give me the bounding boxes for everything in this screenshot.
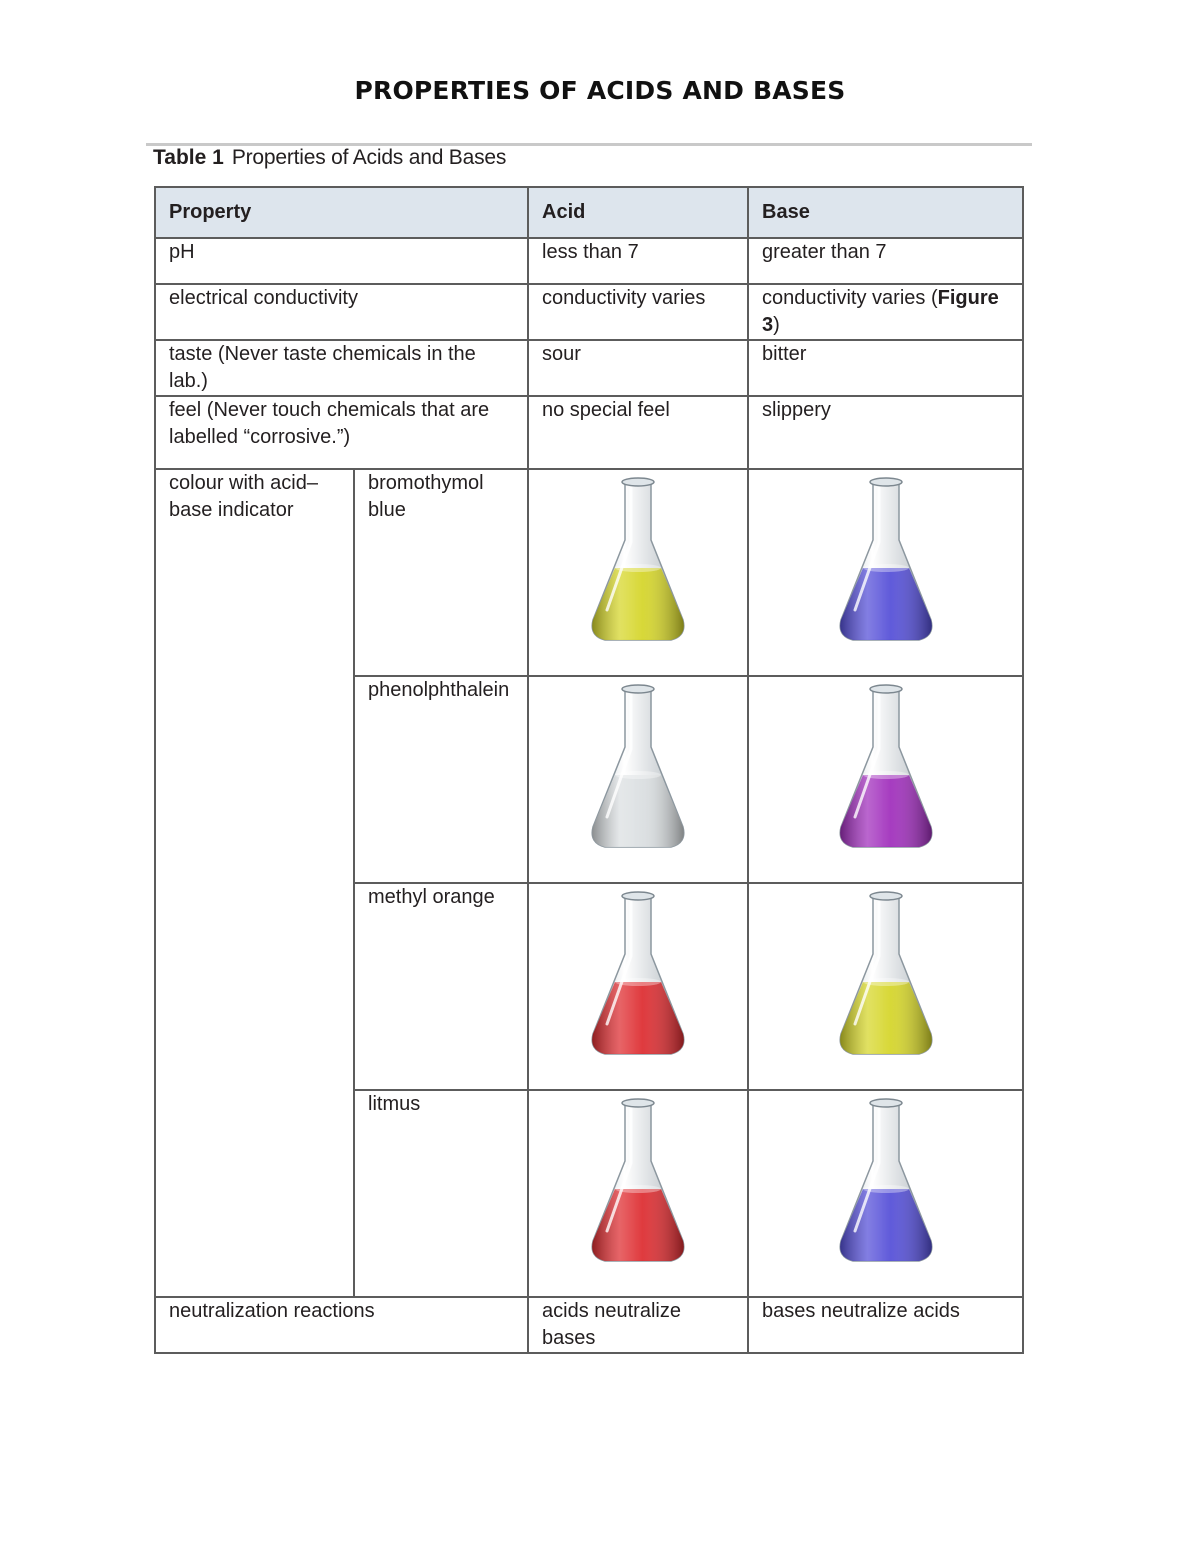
row-property: electrical conductivity [155, 284, 528, 340]
table-caption-text: Properties of Acids and Bases [231, 146, 507, 169]
row-property: taste (Never taste chemicals in the lab.) [155, 340, 528, 396]
acid-flask-cell [528, 1090, 748, 1297]
base-flask-cell [748, 1090, 1023, 1297]
acid-flask-cell [528, 469, 748, 676]
row-base: bases neutralize acids [748, 1297, 1023, 1353]
flask-image [831, 677, 941, 857]
table-row [155, 396, 1023, 469]
acid-flask-cell [528, 676, 748, 883]
flask-image [831, 1091, 941, 1271]
row-property: neutralization reactions [155, 1297, 528, 1353]
flask-image [583, 1091, 693, 1271]
acid-flask-cell [528, 883, 748, 1090]
table-row [155, 238, 1023, 284]
indicator-row [155, 469, 1023, 676]
row-acid: no special feel [528, 396, 748, 469]
table-row [155, 284, 1023, 340]
row-acid: sour [528, 340, 748, 396]
flask-image [583, 677, 693, 857]
row-base: greater than 7 [748, 238, 1023, 284]
base-flask-cell [748, 469, 1023, 676]
table-row [155, 340, 1023, 396]
header-base: Base [748, 187, 1023, 238]
indicator-name: phenolphthalein [354, 676, 528, 883]
row-base: slippery [748, 396, 1023, 469]
row-property: feel (Never touch chemicals that are labelled “corrosive.”) [155, 396, 528, 469]
row-property: pH [155, 238, 528, 284]
flask-image [583, 470, 693, 650]
properties-table [154, 186, 1024, 1354]
row-base: bitter [748, 340, 1023, 396]
row-base [748, 284, 1023, 340]
figure-reference: Figure 3 [762, 287, 999, 336]
indicator-name: methyl orange [354, 883, 528, 1090]
indicator-name: litmus [354, 1090, 528, 1297]
header-acid: Acid [528, 187, 748, 238]
base-flask-cell [748, 676, 1023, 883]
table-caption [153, 146, 506, 170]
row-base-suffix: ) [773, 314, 780, 336]
indicator-group-label: colour with acid–base indicator [155, 469, 354, 1297]
header-property: Property [155, 187, 528, 238]
row-acid: acids neutralize bases [528, 1297, 748, 1353]
table-caption-label: Table 1 [153, 146, 224, 169]
row-acid: conductivity varies [528, 284, 748, 340]
page-title: PROPERTIES OF ACIDS AND BASES [354, 76, 846, 105]
flask-image [831, 470, 941, 650]
flask-image [583, 884, 693, 1064]
table-header-row [155, 187, 1023, 238]
flask-image [831, 884, 941, 1064]
row-acid: less than 7 [528, 238, 748, 284]
base-flask-cell [748, 883, 1023, 1090]
table-row [155, 1297, 1023, 1353]
row-base-text: conductivity varies ( [762, 287, 938, 309]
indicator-name: bromothymol blue [354, 469, 528, 676]
